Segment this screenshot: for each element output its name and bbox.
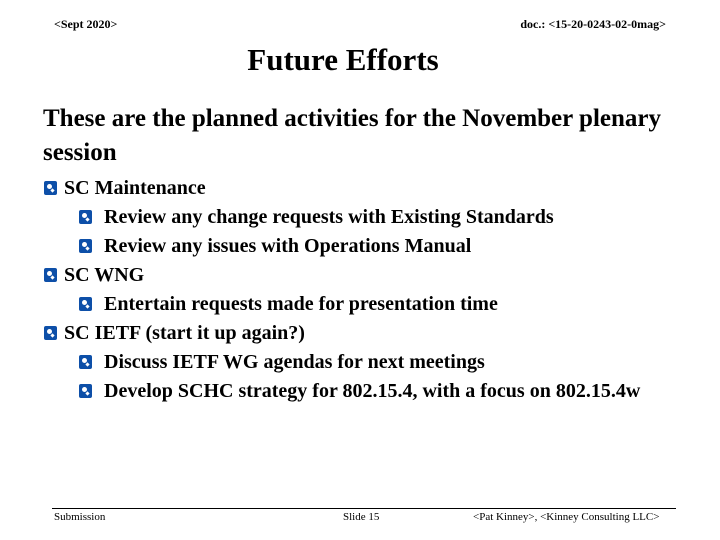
checkbox-bullet-icon: [79, 210, 92, 224]
bullet-text: Review any change requests with Existing Standards: [104, 206, 554, 228]
bullet-text: SC IETF (start it up again?): [64, 322, 305, 344]
bullet-text: Review any issues with Operations Manual: [104, 235, 472, 257]
checkbox-bullet-icon: [79, 239, 92, 253]
sub-bullet-item-operations-manual: [77, 232, 693, 261]
bullet-item-sc-wng: [43, 261, 693, 290]
sub-bullet-item-schc-strategy: [77, 377, 693, 406]
checkbox-bullet-icon: [44, 268, 57, 282]
checkbox-bullet-icon: [44, 181, 57, 195]
sub-bullet-item-presentation-time: [77, 290, 693, 319]
checkbox-bullet-icon: [79, 384, 92, 398]
bullet-text: Develop SCHC strategy for 802.15.4, with a focus on 802.15.4w: [104, 380, 641, 402]
footer-submission: Submission: [54, 511, 106, 523]
footer-author: <Pat Kinney>, <Kinney Consulting LLC>: [473, 511, 660, 523]
bullet-text: Discuss IETF WG agendas for next meetings: [104, 351, 485, 373]
slide-title: Future Efforts: [247, 42, 439, 77]
bullet-text: Entertain requests made for presentation time: [104, 293, 498, 315]
intro-text: These are the planned activities for the November plenary session: [43, 105, 661, 166]
checkbox-bullet-icon: [44, 326, 57, 340]
footer-slide-number: Slide 15: [343, 511, 380, 523]
bullet-item-sc-maintenance: [43, 174, 693, 203]
checkbox-bullet-icon: [79, 355, 92, 369]
sub-bullet-item-change-requests: [77, 203, 693, 232]
bullet-text: SC WNG: [64, 264, 145, 286]
sub-bullet-item-ietf-agendas: [77, 348, 693, 377]
header-date: <Sept 2020>: [54, 17, 118, 31]
bullet-text: SC Maintenance: [64, 177, 206, 199]
footer-divider: [52, 508, 676, 509]
checkbox-bullet-icon: [79, 297, 92, 311]
bullet-item-sc-ietf: [43, 319, 693, 348]
header-doc-number: doc.: <15-20-0243-02-0mag>: [520, 17, 666, 31]
bullet-list: [43, 174, 693, 406]
